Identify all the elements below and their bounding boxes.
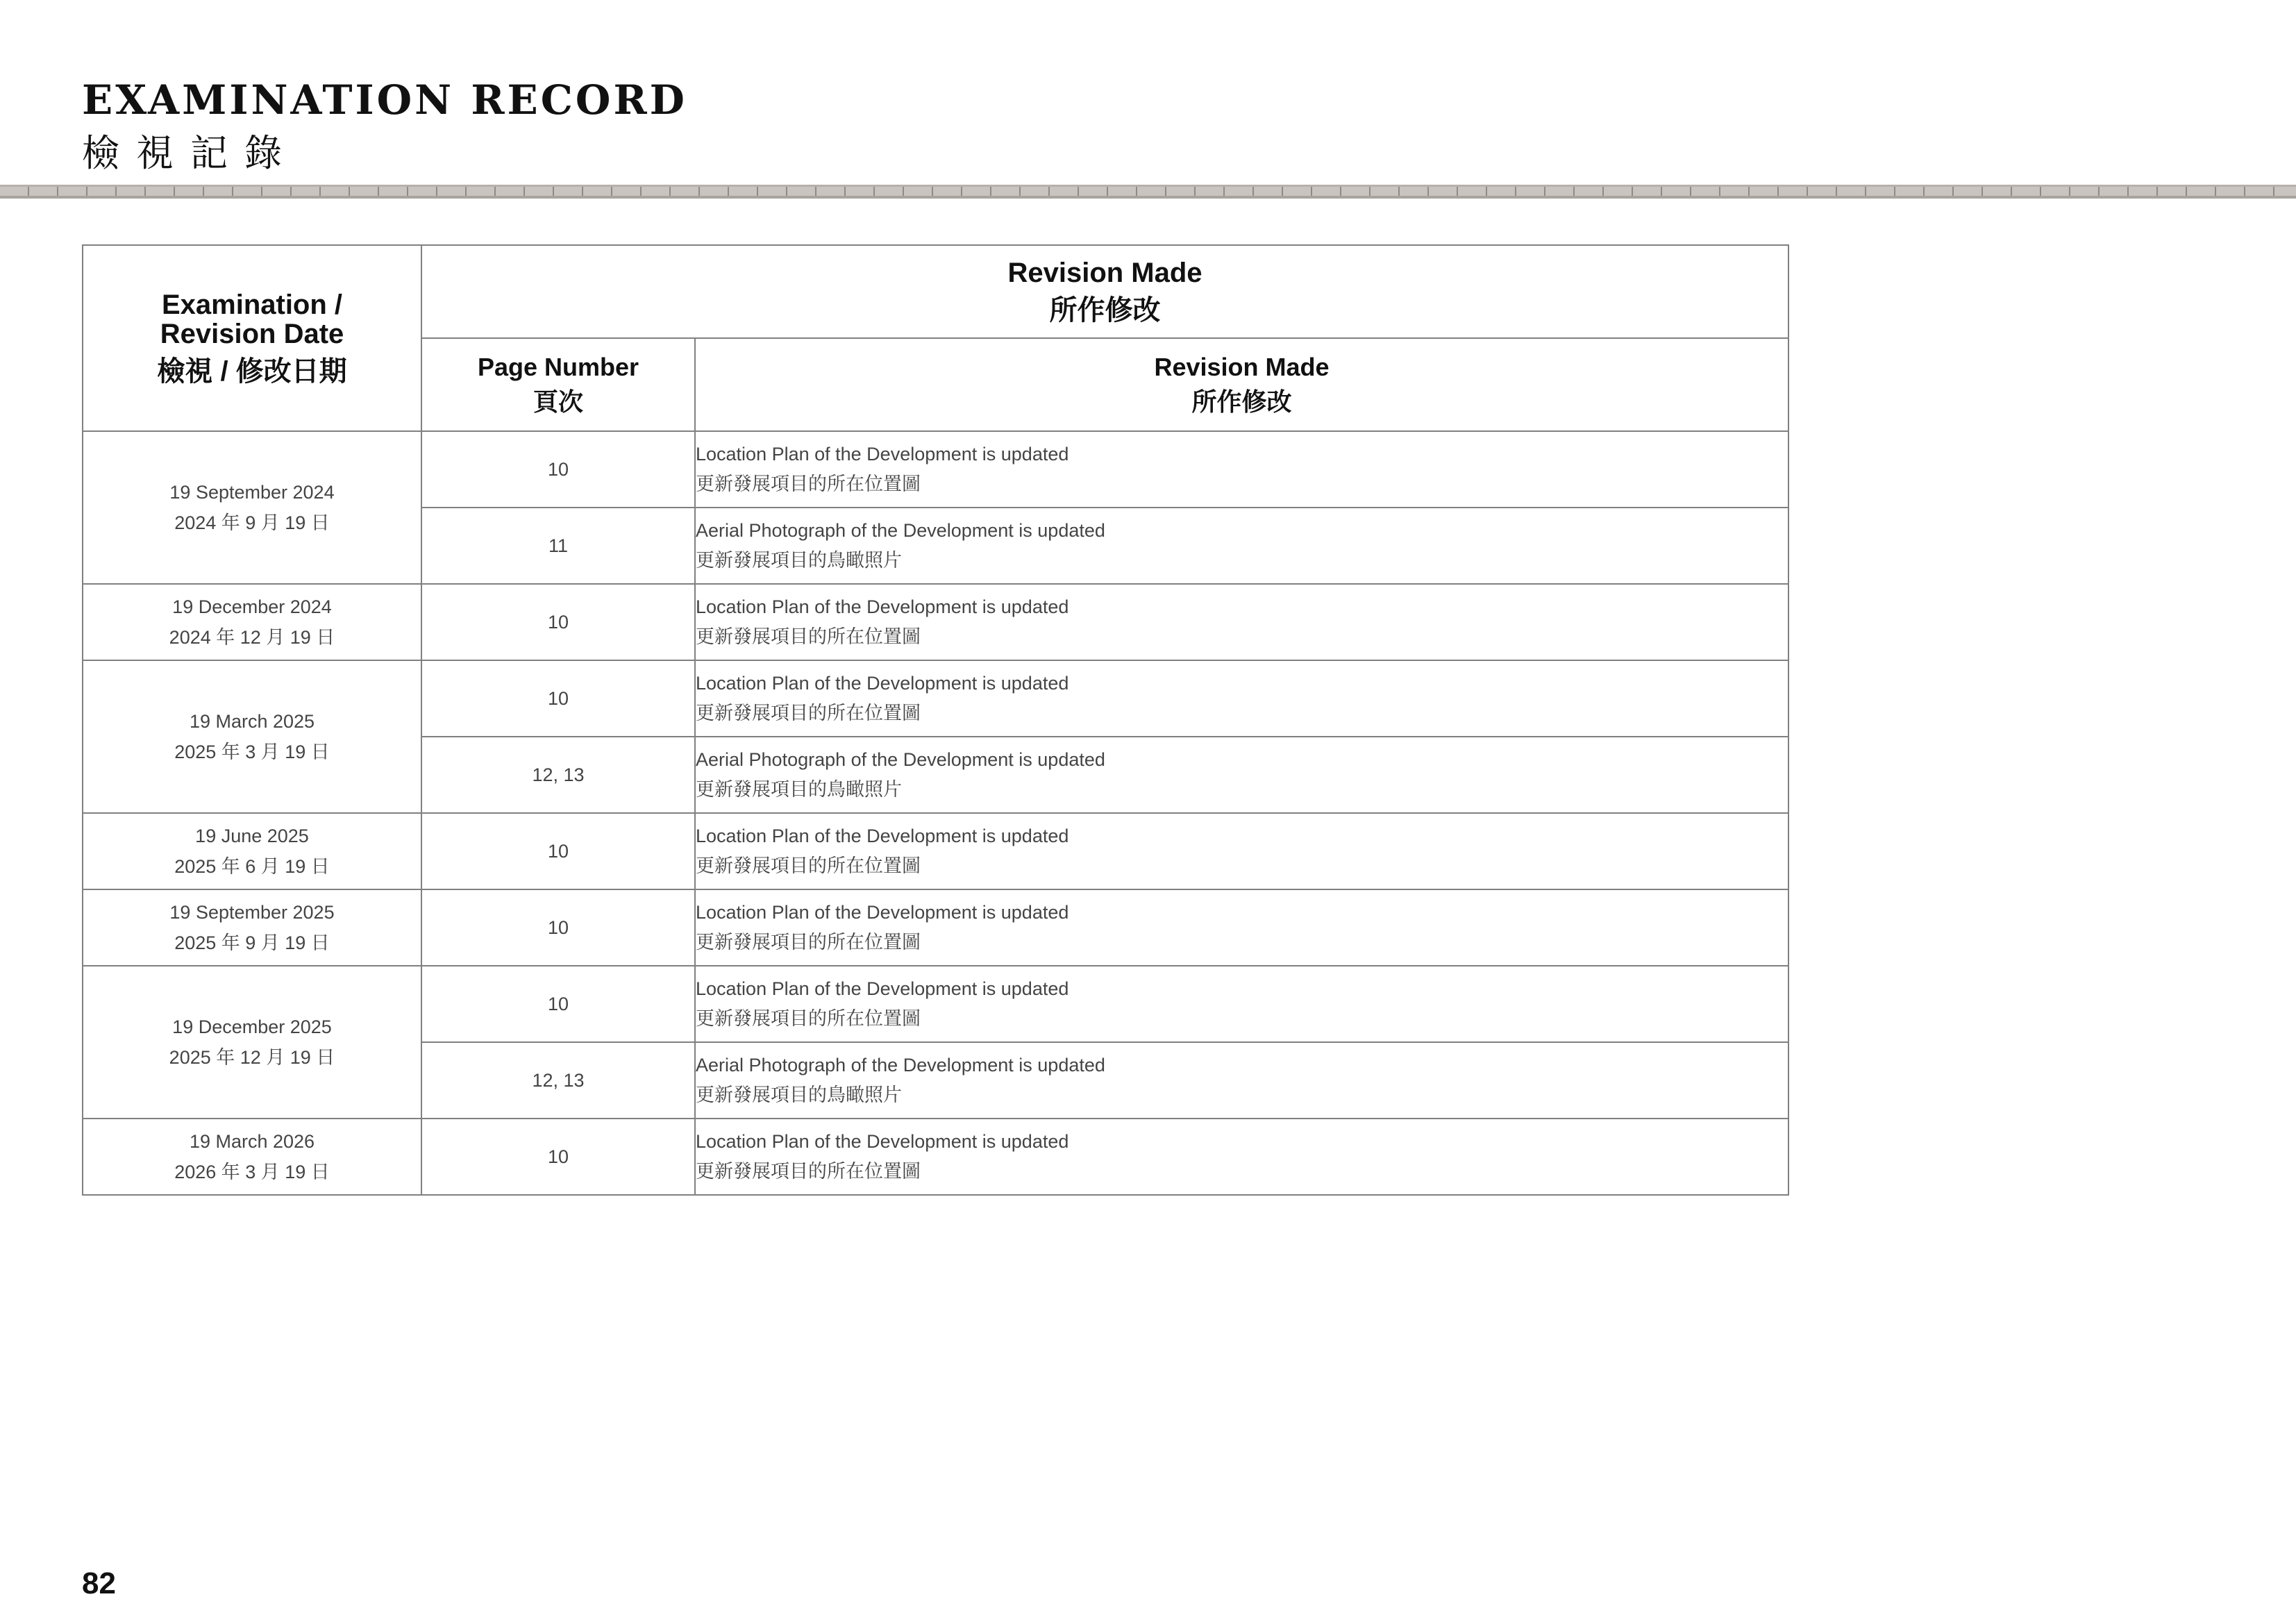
revision-description-en: Location Plan of the Development is updated xyxy=(696,902,1069,923)
revision-description-cell xyxy=(695,737,1788,813)
revision-date-cell xyxy=(83,813,421,889)
revision-date-en: 19 September 2024 xyxy=(169,482,335,503)
record-table-body xyxy=(83,431,1788,1195)
revision-description-cell xyxy=(695,889,1788,966)
table-row xyxy=(83,431,1788,508)
revision-date-cell xyxy=(83,431,421,584)
table-row xyxy=(83,813,1788,889)
revision-description-en: Location Plan of the Development is updated xyxy=(696,826,1069,846)
page-number-cell: 10 xyxy=(421,660,695,737)
revision-date-cell xyxy=(83,1119,421,1195)
page-number-cell: 11 xyxy=(421,508,695,584)
revision-description-en: Location Plan of the Development is updated xyxy=(696,673,1069,694)
header-revision-made xyxy=(695,338,1788,431)
page-title: EXAMINATION RECORD xyxy=(82,76,687,124)
revision-description-zh: 更新發展項目的所在位置圖 xyxy=(696,855,921,876)
revision-description-cell xyxy=(695,660,1788,737)
header-revision-made-en: Revision Made xyxy=(1154,353,1330,381)
revision-date-en: 19 December 2024 xyxy=(172,596,332,617)
revision-description-zh: 更新發展項目的所在位置圖 xyxy=(696,626,921,647)
revision-date-cell xyxy=(83,660,421,813)
revision-date-zh: 2026 年 3 月 19 日 xyxy=(174,1162,330,1182)
revision-date-zh: 2025 年 9 月 19 日 xyxy=(174,932,330,953)
table-row xyxy=(83,584,1788,660)
revision-description-en: Aerial Photograph of the Development is updated xyxy=(696,1055,1105,1075)
revision-description-zh: 更新發展項目的鳥瞰照片 xyxy=(696,1085,902,1105)
header-page-number-zh: 頁次 xyxy=(533,387,583,416)
page-number-cell: 10 xyxy=(421,966,695,1042)
header-page-number xyxy=(421,338,695,431)
header-revision-group xyxy=(421,245,1788,338)
page-number-cell: 12, 13 xyxy=(421,1042,695,1119)
revision-description-en: Location Plan of the Development is updated xyxy=(696,596,1069,617)
page-number: 82 xyxy=(82,1566,116,1600)
header-date-en-line1: Examination / xyxy=(161,290,343,320)
examination-record-table xyxy=(82,244,1789,1196)
revision-date-en: 19 December 2025 xyxy=(172,1016,332,1037)
revision-date-en: 19 June 2025 xyxy=(195,826,309,846)
revision-description-zh: 更新發展項目的所在位置圖 xyxy=(696,703,921,723)
revision-description-en: Location Plan of the Development is updated xyxy=(696,1131,1069,1152)
table-row xyxy=(83,966,1788,1042)
header-revision-group-en: Revision Made xyxy=(1007,258,1203,288)
revision-date-zh: 2025 年 6 月 19 日 xyxy=(174,856,330,877)
revision-description-en: Location Plan of the Development is updated xyxy=(696,444,1069,464)
revision-description-cell xyxy=(695,1119,1788,1195)
revision-date-en: 19 March 2026 xyxy=(189,1131,315,1152)
revision-date-cell xyxy=(83,584,421,660)
revision-description-zh: 更新發展項目的所在位置圖 xyxy=(696,1161,921,1182)
header-revision-group-zh: 所作修改 xyxy=(1049,295,1161,326)
revision-description-zh: 更新發展項目的鳥瞰照片 xyxy=(696,779,902,800)
revision-date-cell xyxy=(83,889,421,966)
header-date-en-line2: Revision Date xyxy=(160,319,344,349)
revision-date-zh: 2024 年 9 月 19 日 xyxy=(174,512,330,533)
header-divider-band xyxy=(0,185,2296,199)
revision-description-en: Aerial Photograph of the Development is updated xyxy=(696,749,1105,770)
revision-date-cell xyxy=(83,966,421,1119)
revision-description-zh: 更新發展項目的鳥瞰照片 xyxy=(696,550,902,571)
page-number-cell: 10 xyxy=(421,889,695,966)
revision-description-cell xyxy=(695,508,1788,584)
page-title-chinese: 檢視記錄 xyxy=(82,131,299,175)
header-page-number-en: Page Number xyxy=(477,353,639,381)
revision-description-cell xyxy=(695,431,1788,508)
revision-description-cell xyxy=(695,1042,1788,1119)
page-number-cell: 10 xyxy=(421,813,695,889)
table-row xyxy=(83,889,1788,966)
page-number-cell: 10 xyxy=(421,1119,695,1195)
page-number-cell: 10 xyxy=(421,431,695,508)
header-revision-made-zh: 所作修改 xyxy=(1191,387,1292,416)
table-row xyxy=(83,660,1788,737)
page-number-cell: 12, 13 xyxy=(421,737,695,813)
revision-date-zh: 2025 年 3 月 19 日 xyxy=(174,742,330,762)
revision-description-en: Location Plan of the Development is updated xyxy=(696,978,1069,999)
header-date-zh: 檢視 / 修改日期 xyxy=(157,356,347,387)
revision-description-zh: 更新發展項目的所在位置圖 xyxy=(696,1008,921,1029)
revision-description-cell xyxy=(695,813,1788,889)
revision-date-en: 19 September 2025 xyxy=(169,902,335,923)
revision-date-zh: 2025 年 12 月 19 日 xyxy=(169,1047,335,1068)
header-date xyxy=(83,245,421,431)
revision-description-zh: 更新發展項目的所在位置圖 xyxy=(696,932,921,953)
page-number-cell: 10 xyxy=(421,584,695,660)
revision-date-zh: 2024 年 12 月 19 日 xyxy=(169,627,335,648)
table-row xyxy=(83,1119,1788,1195)
revision-description-zh: 更新發展項目的所在位置圖 xyxy=(696,474,921,494)
revision-description-cell xyxy=(695,584,1788,660)
revision-date-en: 19 March 2025 xyxy=(189,711,315,732)
revision-description-en: Aerial Photograph of the Development is updated xyxy=(696,520,1105,541)
revision-description-cell xyxy=(695,966,1788,1042)
